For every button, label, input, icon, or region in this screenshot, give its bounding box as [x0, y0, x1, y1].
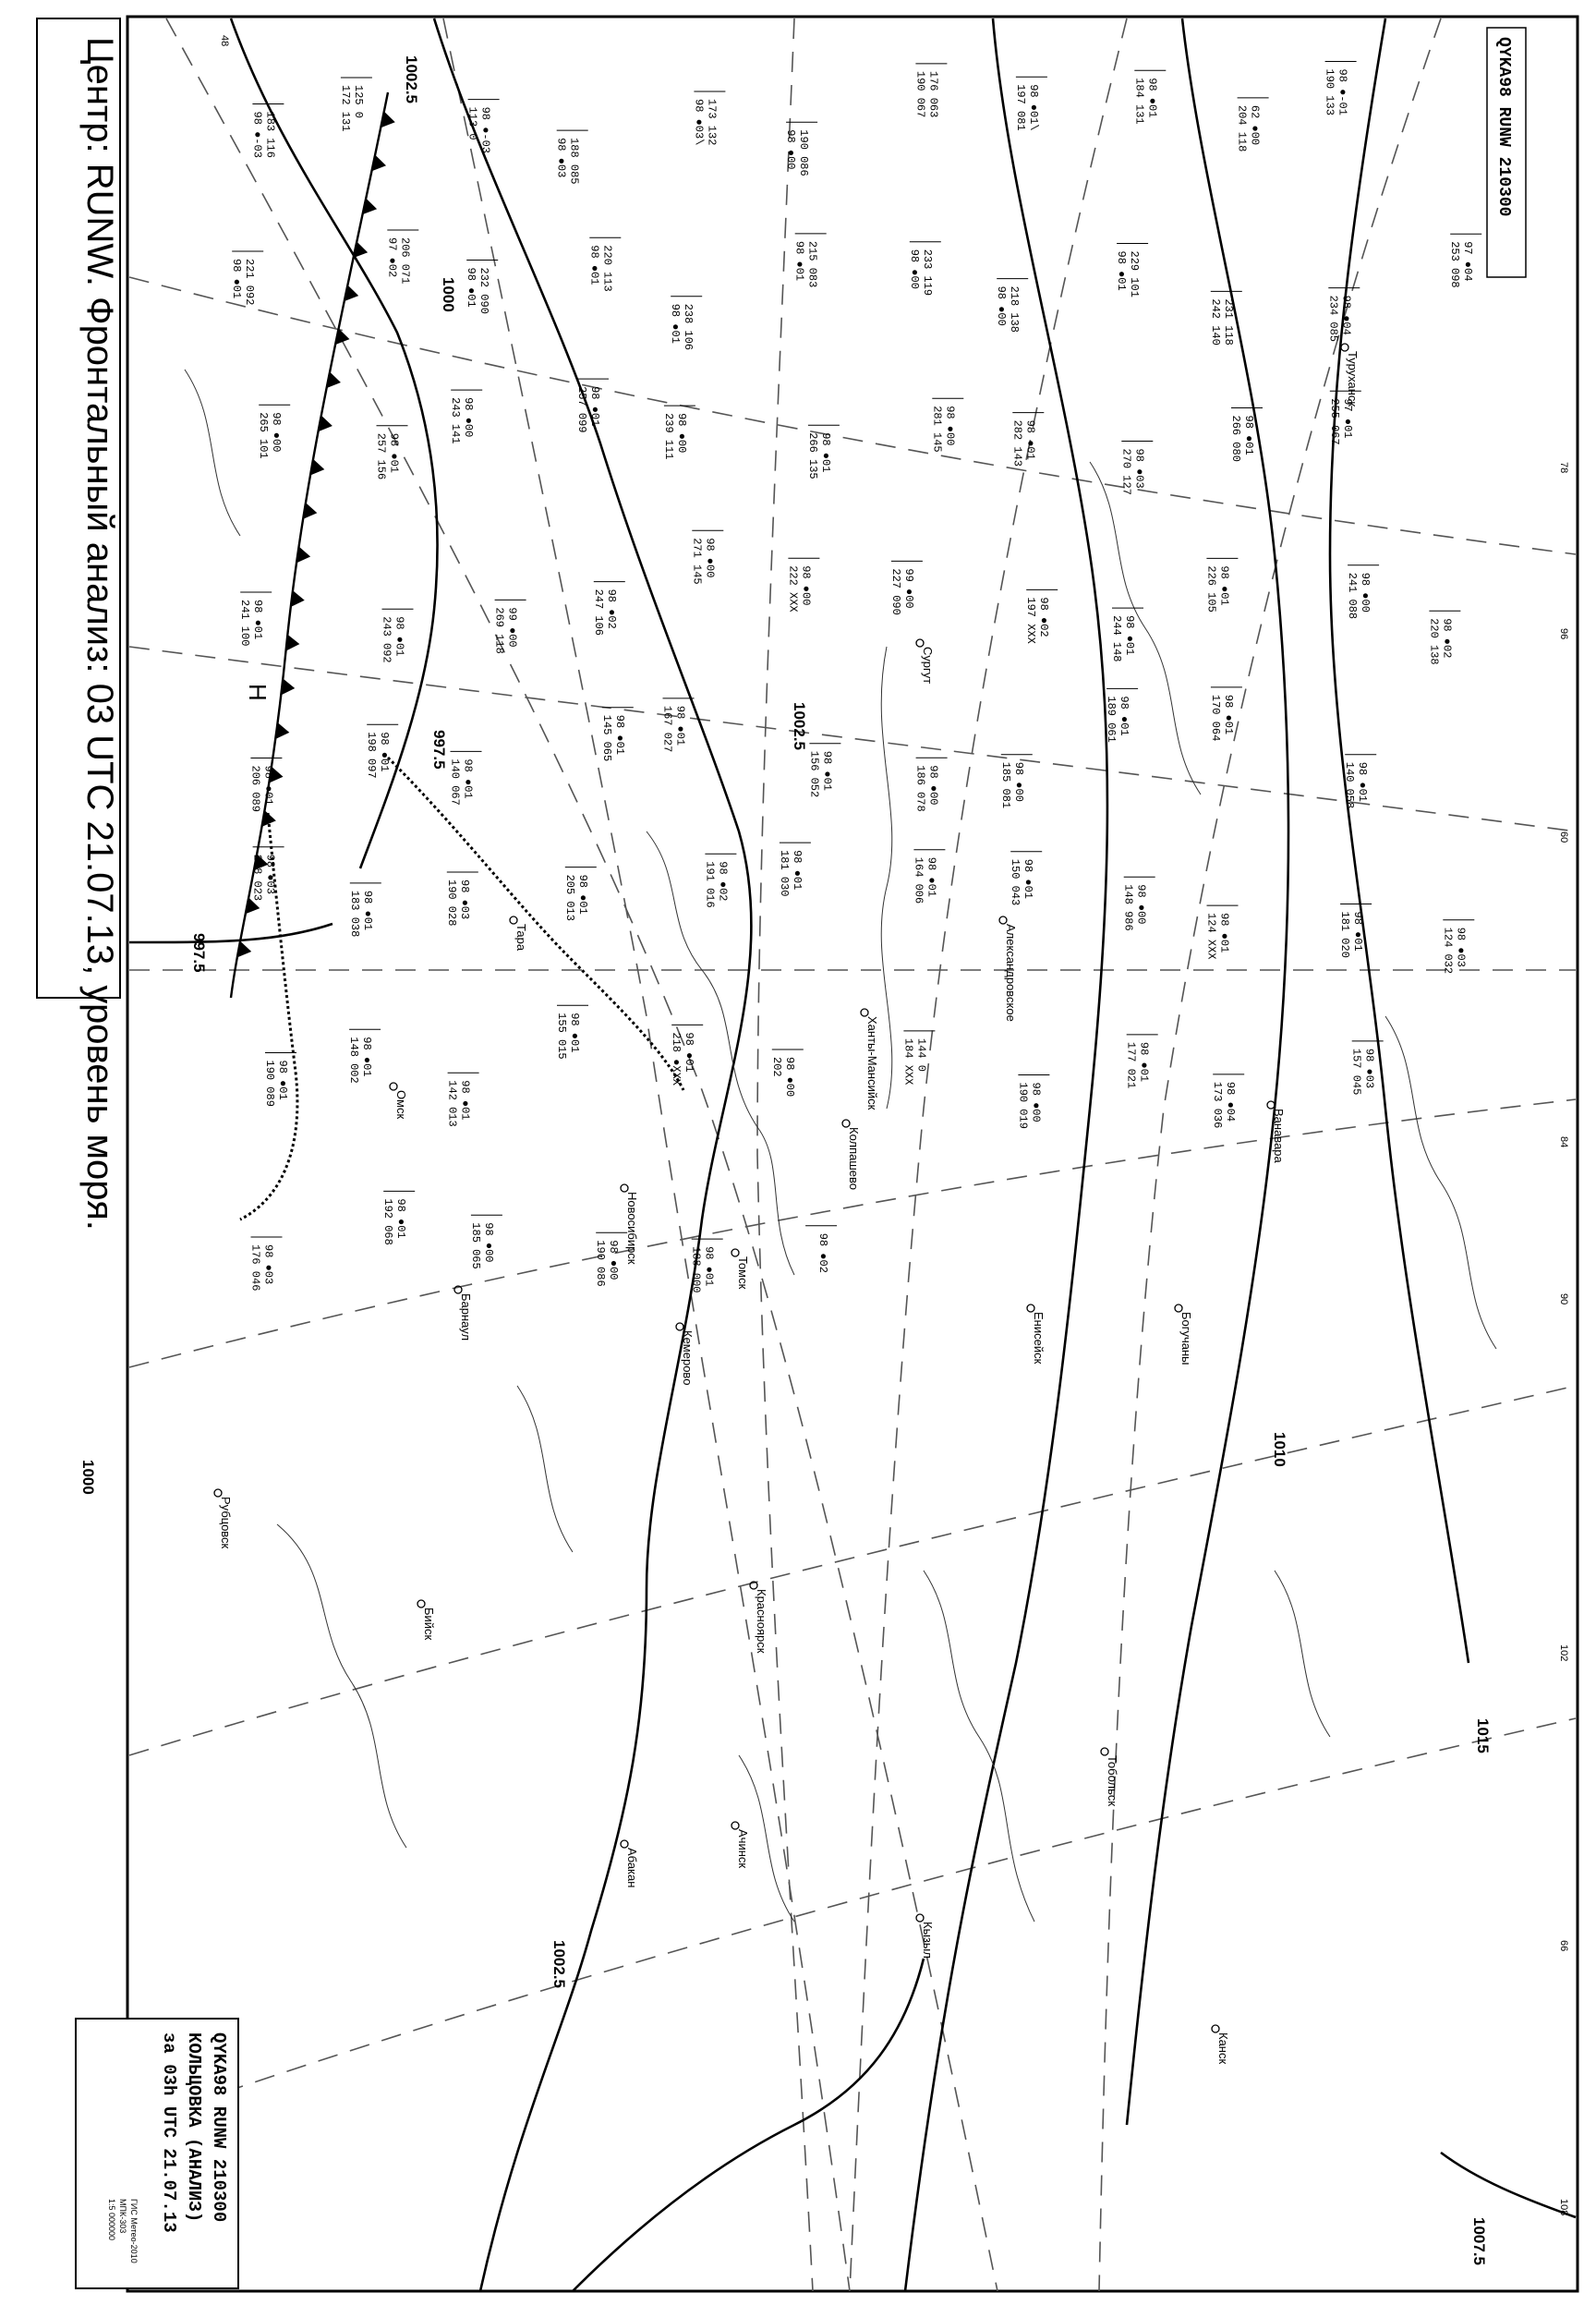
station-pressure: 98 ●01 — [1022, 858, 1035, 900]
station-pressure: 176 063 — [926, 70, 940, 118]
station-weather: 253 098 — [1448, 241, 1462, 288]
station-pressure: 98 ●01 — [702, 1246, 716, 1287]
station-pressure: 98 ●01 — [458, 1080, 472, 1121]
isobar-label: 1000 — [440, 277, 457, 312]
station-pressure: 98 ●03 — [457, 880, 471, 920]
station-weather: 243 141 — [449, 397, 463, 444]
station-pressure: 188 085 — [567, 138, 581, 185]
header-code: QYKA98 RUNW 210300 — [1494, 37, 1513, 217]
station-weather: 170 064 — [1208, 694, 1222, 742]
station-pressure: 98 ●00 — [607, 1240, 621, 1280]
station-weather: 185 065 — [468, 1222, 482, 1269]
stamp-small3: 1:5 000000 — [107, 2199, 116, 2241]
city-label: Туруханск — [1346, 351, 1360, 407]
station-pressure: 98 ●01 — [1351, 911, 1365, 952]
station-pressure: 98 ●01 — [261, 765, 275, 806]
station-pressure: 229 101 — [1128, 250, 1142, 297]
station-pressure: 97 ●04 — [1461, 241, 1475, 282]
station-weather: 167 027 — [660, 705, 674, 753]
station-pressure: 98 ●01 — [568, 1013, 581, 1053]
station-weather: 98 ●01 — [465, 267, 478, 308]
station-weather: 222 XXX — [786, 565, 800, 613]
station-pressure: 220 113 — [600, 245, 614, 292]
city-label: Ханты-Мансийск — [865, 1016, 879, 1110]
station-pressure: 98 ●01 — [1242, 415, 1255, 455]
station-weather: 150 043 — [1009, 858, 1022, 906]
station-weather: 98 ●01 — [587, 245, 601, 285]
station-pressure: 190 086 — [797, 129, 811, 176]
stamp-small2: МПК-303 — [118, 2199, 127, 2234]
station-pressure: 98 ●00 — [799, 565, 813, 606]
station-pressure: 221 092 — [243, 259, 257, 306]
station-pressure: 98 ●01 — [276, 1060, 289, 1100]
station-weather: 241 088 — [1346, 572, 1360, 620]
city-label: Томск — [736, 1256, 750, 1290]
station-pressure: 98 ●01 — [1217, 913, 1231, 953]
station-weather: 190 133 — [1323, 68, 1336, 115]
station-weather: 190 089 — [263, 1060, 276, 1107]
station-weather: 190 028 — [444, 880, 458, 927]
station-pressure: 98 ●-01 — [1336, 68, 1349, 115]
station-weather: 98 ●01 — [792, 240, 806, 282]
station-pressure: 98 ●01 — [378, 732, 392, 772]
station-weather: 257 099 — [575, 386, 588, 433]
station-weather: 257 156 — [374, 432, 388, 480]
station-weather: 98 ●00 — [995, 285, 1009, 326]
station-pressure: 98 ●01 — [1123, 615, 1136, 656]
station-weather: 266 080 — [1229, 415, 1242, 462]
station-weather: 282 143 — [1010, 419, 1024, 467]
station-weather: 198 097 — [365, 732, 379, 779]
low-center-label: Н — [244, 684, 272, 701]
station-pressure: 98 ●00 — [1011, 761, 1025, 802]
station-weather: 265 101 — [257, 412, 271, 459]
station-pressure: 238 106 — [682, 303, 695, 351]
isobar-label: 1000 — [79, 1460, 97, 1495]
isobar-label: 1007.5 — [1470, 2217, 1488, 2265]
isobar-label: 997.5 — [190, 933, 208, 973]
station-pressure: 98 ●01 — [1356, 761, 1370, 803]
station-pressure: 98 ●03 — [261, 1244, 275, 1285]
station-pressure: 98 ●00 — [1134, 884, 1148, 925]
station-pressure: 98 ●01 — [1137, 1041, 1151, 1083]
city-label: Кемерово — [681, 1330, 695, 1386]
station-weather: 269 118 — [492, 607, 506, 654]
station-pressure: 98 ●00 — [782, 1057, 796, 1098]
station-weather: 155 015 — [555, 1013, 568, 1060]
station-weather: 243 092 — [380, 616, 393, 663]
station-weather: 190 086 — [594, 1240, 608, 1287]
city-label: Кызыл — [921, 1922, 935, 1959]
station-pressure: 98 ●03 — [1362, 1048, 1376, 1089]
station-pressure: 98 ●01 — [1118, 696, 1131, 736]
station-weather: 142 013 — [445, 1080, 459, 1127]
station-weather: 98 ●03 — [554, 138, 568, 178]
station-pressure: 99 ●00 — [901, 568, 915, 609]
stamp-line1: QYKA98 RUNW 210300 — [209, 2032, 229, 2223]
station-weather: 188 000 — [689, 1246, 703, 1293]
station-weather: 184 131 — [1132, 78, 1146, 125]
station-pressure: 98 ●01 — [461, 758, 475, 799]
city-label: Канск — [1216, 2032, 1230, 2065]
station-weather: 172 131 — [338, 85, 352, 132]
station-pressure: 98 ●01 — [360, 890, 374, 931]
station-weather: 113 0 — [466, 106, 479, 140]
station-pressure: 98 ●04 — [1339, 295, 1353, 335]
grid-label: 48 — [219, 35, 230, 47]
station-weather: 204 118 — [1235, 104, 1249, 152]
station-weather: 98 ●-03 — [250, 111, 264, 158]
grid-label: 84 — [1558, 1136, 1569, 1148]
station-pressure: 98 ●01 — [1217, 565, 1231, 606]
station-weather: 184 XXX — [901, 1037, 915, 1086]
station-pressure: 98 ●00 — [943, 406, 957, 446]
header-box — [1487, 28, 1526, 277]
station-weather: 281 145 — [930, 406, 944, 453]
city-label: Новосибирск — [625, 1192, 639, 1265]
station-weather: 140 067 — [448, 758, 462, 806]
station-pressure: 98 ●02 — [1037, 597, 1051, 637]
station-pressure: 98 ●00 — [703, 538, 717, 578]
isobar-label: 1010 — [1271, 1432, 1288, 1467]
station-pressure: 98 ●01 — [790, 850, 804, 891]
station-weather: 266 135 — [805, 432, 819, 479]
station-weather: 157 045 — [1349, 1048, 1363, 1096]
station-weather: 98 ●00 — [907, 249, 921, 289]
station-weather: 185 081 — [998, 761, 1012, 809]
city-label: Ачинск — [736, 1829, 750, 1869]
station-pressure: 98 ●01 — [820, 750, 834, 792]
grid-label: 66 — [1558, 1940, 1569, 1952]
station-pressure: 98 ●00 — [674, 413, 688, 454]
station-weather: 148 986 — [1121, 884, 1135, 931]
station-pressure: 97 ●01 — [1340, 398, 1354, 439]
city-label: Барнаул — [459, 1293, 473, 1341]
station-pressure: 98 ●01 — [1221, 694, 1235, 735]
station-pressure: 233 119 — [920, 249, 934, 297]
city-label: Красноярск — [755, 1589, 768, 1654]
station-pressure: 98 ●01 — [612, 714, 626, 756]
station-pressure: 232 090 — [478, 267, 491, 314]
station-pressure: 98 ●01 — [575, 874, 589, 915]
city-label: Абакан — [625, 1848, 639, 1888]
station-weather: 208 023 — [250, 854, 264, 902]
station-weather: 190 019 — [1016, 1082, 1030, 1129]
grid-label: 90 — [1558, 1293, 1569, 1305]
station-weather: 226 105 — [1204, 565, 1218, 613]
stamp-small1: ГИС Метео-2010 — [129, 2199, 139, 2263]
station-pressure: 98 ●01 — [818, 432, 832, 473]
station-pressure: 98 ●02 — [816, 1232, 830, 1273]
station-weather: 181 030 — [777, 850, 791, 897]
station-pressure: 144 0 — [914, 1037, 928, 1072]
station-pressure: 98 ●02 — [604, 588, 618, 629]
city-label: Омск — [394, 1090, 408, 1120]
station-weather: 270 127 — [1119, 448, 1133, 495]
station-weather: 271 145 — [690, 538, 704, 585]
station-weather: 202 — [769, 1057, 783, 1077]
station-weather: 244 148 — [1110, 615, 1123, 662]
station-weather: 98 ●00 — [784, 129, 798, 170]
stamp-line2: КОЛЬЦОВКА (АНАЛИЗ) — [184, 2032, 204, 2223]
station-weather: 186 078 — [913, 765, 927, 812]
grid-label: 108 — [1558, 2199, 1569, 2216]
station-weather: 98 ●01 — [669, 303, 683, 344]
station-pressure: 98 ●00 — [481, 1222, 495, 1263]
station-pressure: 98 ●01 — [1023, 419, 1037, 460]
isobar-label: 1002.5 — [403, 55, 420, 103]
station-pressure: 99 ●00 — [505, 607, 519, 648]
station-weather: 234 085 — [1326, 295, 1340, 343]
station-weather: 148 002 — [347, 1037, 361, 1084]
city-label: Енисейск — [1032, 1312, 1046, 1365]
station-pressure: 215 083 — [805, 240, 819, 288]
station-weather: 140 058 — [1343, 761, 1357, 809]
station-weather: 98 ●01 — [230, 259, 244, 299]
station-pressure: 98 ●00 — [1359, 572, 1372, 613]
station-pressure: 218 138 — [1008, 285, 1022, 334]
station-pressure: 231 118 — [1221, 298, 1235, 346]
station-pressure: 98 ●01\ — [1026, 84, 1040, 131]
station-weather: 124 032 — [1441, 927, 1455, 975]
grid-label: 60 — [1558, 831, 1569, 843]
station-weather: 124 XXX — [1204, 913, 1218, 960]
station-pressure: 98 ●01 — [394, 1198, 408, 1239]
city-label: Александровское — [1004, 924, 1018, 1022]
isobar-label: 1002.5 — [791, 702, 808, 750]
station-pressure: 98 ●01 — [1145, 78, 1159, 118]
station-weather: 241 100 — [238, 600, 252, 647]
station-pressure: 98 ●02 — [1440, 618, 1454, 659]
station-weather: 192 068 — [381, 1198, 395, 1245]
city-label: Бийск — [422, 1607, 436, 1641]
station-pressure: 98 ●01 — [673, 705, 687, 746]
station-weather: 191 016 — [703, 861, 717, 908]
station-weather: 197 081 — [1013, 84, 1027, 131]
station-weather: 164 006 — [912, 856, 925, 904]
station-weather: 98 ●01 — [1115, 250, 1129, 291]
station-weather: 247 106 — [591, 588, 605, 637]
station-weather: 156 052 — [807, 750, 821, 798]
station-pressure: 98 ●01 — [360, 1037, 374, 1077]
city-label: Тара — [514, 924, 528, 952]
station-weather: 181 020 — [1338, 911, 1352, 958]
station-weather: 183 038 — [347, 890, 361, 938]
city-label: Сургут — [921, 647, 935, 685]
pressure-centers — [244, 684, 272, 701]
station-weather: 190 067 — [913, 70, 927, 118]
station-pressure: 98 ●00 — [1029, 1082, 1043, 1122]
station-pressure: 98 ●01 — [683, 1032, 696, 1073]
grid-label: 96 — [1558, 628, 1569, 640]
station-weather: 98 ●03\ — [692, 99, 706, 146]
city-label: Ванавара — [1272, 1109, 1286, 1163]
station-pressure: 183 116 — [263, 111, 277, 158]
station-weather: 177 021 — [1124, 1041, 1138, 1089]
city-label: Тобольск — [1106, 1755, 1119, 1807]
station-pressure: 98 ●00 — [462, 397, 476, 438]
station-weather: 176 046 — [248, 1244, 262, 1292]
station-pressure: 98 ●01 — [393, 616, 406, 657]
station-weather: 242 140 — [1208, 298, 1222, 346]
station-weather: 220 138 — [1427, 618, 1441, 665]
station-weather: 97 ●02 — [385, 237, 399, 278]
station-weather: 145 065 — [599, 714, 613, 762]
isobar-label: 1002.5 — [550, 1940, 568, 1988]
station-pressure: 98 ●02 — [716, 861, 730, 902]
isobar-label: 997.5 — [430, 730, 448, 770]
station-weather: 227 090 — [889, 568, 902, 615]
station-weather: 255 067 — [1327, 398, 1341, 445]
grid-label: 102 — [1558, 1644, 1569, 1662]
station-weather: 239 111 — [661, 413, 675, 460]
isobar-label: 1015 — [1474, 1718, 1492, 1753]
grid-label: 78 — [1558, 462, 1569, 474]
station-pressure: 98 ●01 — [251, 600, 265, 640]
station-weather: 189 061 — [1105, 696, 1118, 743]
station-pressure: 98 ●03 — [263, 854, 277, 894]
main-title: Центр: RUNW. Фронтальный анализ: 03 UTC 21.07.13, уровень моря. — [79, 37, 120, 1231]
station-pressure: 98 ●03 — [1132, 448, 1146, 489]
station-pressure: 206 071 — [398, 237, 412, 285]
stamp-line3: за 03h UTC 21.07.13 — [159, 2032, 179, 2233]
station-weather: 218 ●XXX — [670, 1032, 683, 1086]
station-pressure: 98 ●01 — [387, 432, 401, 474]
station-pressure: 98 ●03 — [1454, 927, 1468, 967]
station-weather: 205 013 — [562, 874, 576, 922]
station-pressure: 173 132 — [705, 99, 719, 146]
station-weather: 197 XXX — [1024, 597, 1038, 644]
stamp-box — [76, 2019, 238, 2288]
station-weather: 173 036 — [1211, 1081, 1225, 1129]
city-label: Рубцовск — [219, 1497, 233, 1549]
city-label: Богучаны — [1179, 1312, 1193, 1365]
station-pressure: 98 ●04 — [1224, 1081, 1238, 1122]
city-label: Колпашево — [847, 1127, 861, 1191]
station-pressure: 98 ●-03 — [478, 106, 492, 154]
station-pressure: 125 0 — [351, 85, 365, 119]
station-weather: 206 089 — [248, 765, 262, 812]
station-pressure: 98 ●00 — [270, 412, 284, 453]
station-pressure: 98 ●00 — [926, 765, 940, 806]
station-pressure: 62 ●00 — [1248, 104, 1262, 146]
station-pressure: 98 ●01 — [588, 386, 601, 427]
station-pressure: 98 ●01 — [925, 856, 938, 898]
